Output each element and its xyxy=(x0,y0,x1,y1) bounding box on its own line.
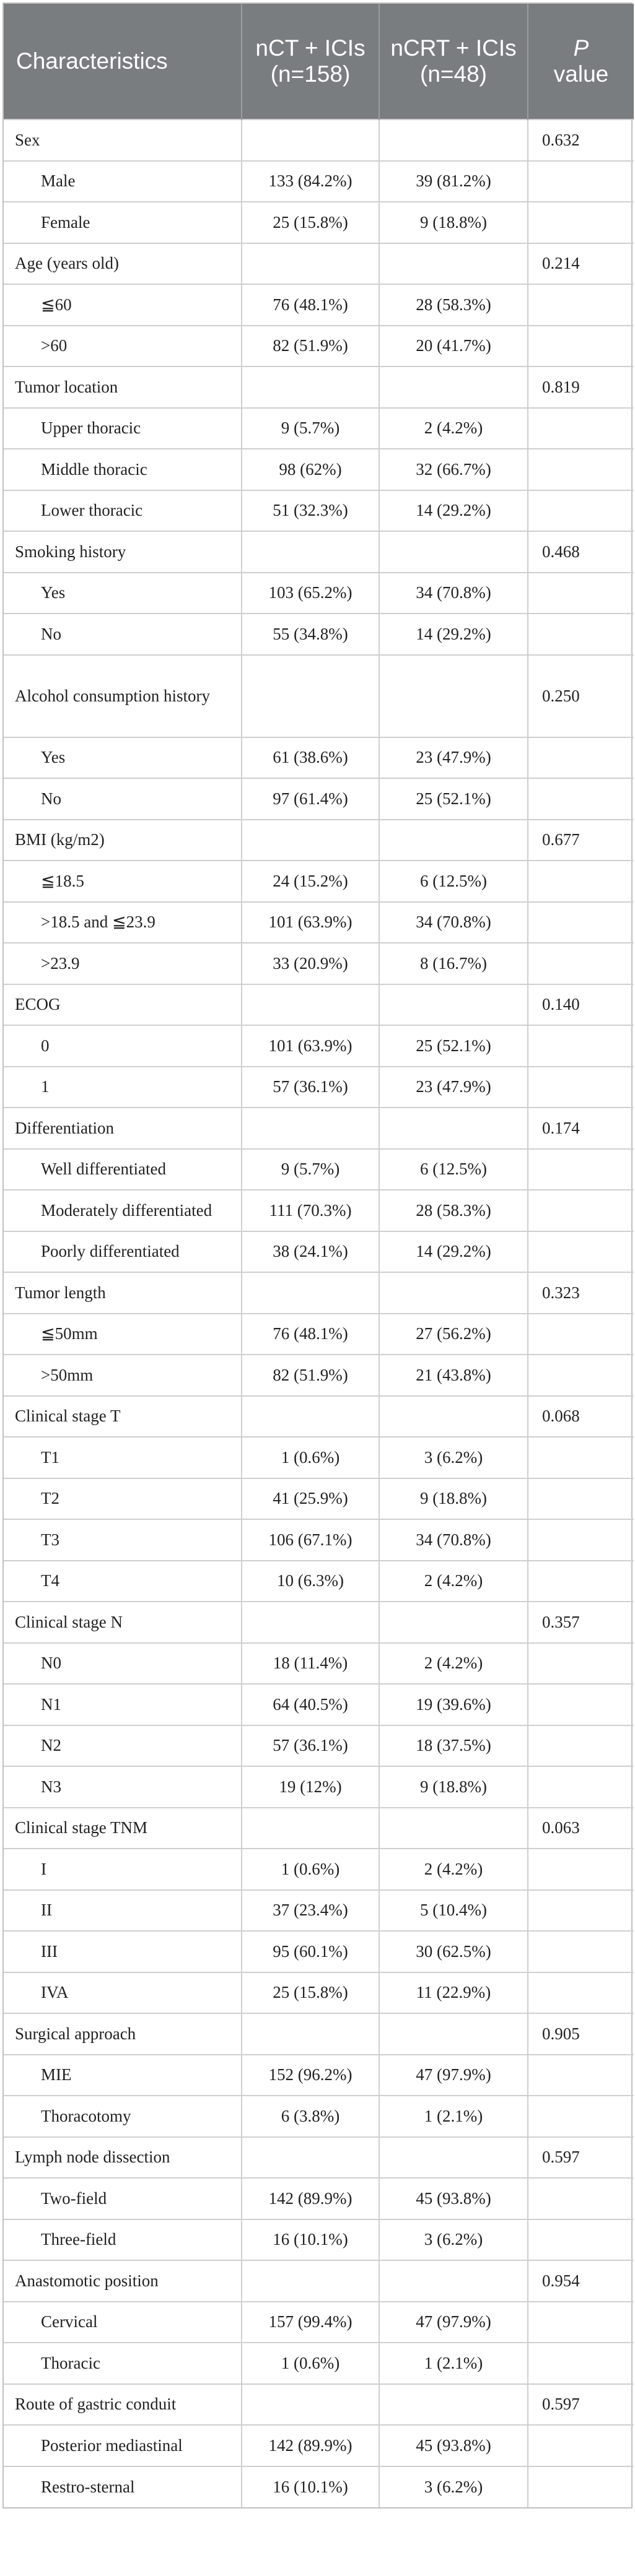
characteristics-table-container xyxy=(2,2,633,2509)
cell-nct-icis: 9 (5.7%) xyxy=(242,1149,379,1190)
cell-characteristic: >50mm xyxy=(4,1355,242,1396)
cell-p-value xyxy=(528,2343,634,2384)
table-row-category xyxy=(4,984,634,1026)
characteristics-table xyxy=(4,4,634,2507)
header-ncrt-icis: nCRT + ICIs (n=48) xyxy=(379,4,528,119)
cell-characteristic: Anastomotic position xyxy=(4,2260,242,2302)
cell-ncrt-icis: 34 (70.8%) xyxy=(379,902,528,943)
cell-p-value: 0.632 xyxy=(528,119,634,161)
cell-p-value xyxy=(528,1849,634,1890)
cell-characteristic: Yes xyxy=(4,573,242,614)
cell-p-value xyxy=(528,2219,634,2261)
cell-p-value: 0.323 xyxy=(528,1272,634,1314)
table-row-category xyxy=(4,1396,634,1438)
cell-p-value xyxy=(528,1725,634,1767)
table-row-subcategory xyxy=(4,1190,634,1231)
cell-nct-icis xyxy=(242,1808,379,1849)
cell-nct-icis: 6 (3.8%) xyxy=(242,2096,379,2137)
cell-nct-icis: 82 (51.9%) xyxy=(242,1355,379,1396)
cell-characteristic: N3 xyxy=(4,1766,242,1808)
cell-ncrt-icis: 47 (97.9%) xyxy=(379,2055,528,2096)
cell-p-value xyxy=(528,490,634,532)
cell-ncrt-icis xyxy=(379,1396,528,1438)
cell-p-value: 0.174 xyxy=(528,1108,634,1149)
table-row-subcategory xyxy=(4,1067,634,1108)
cell-nct-icis xyxy=(242,2260,379,2302)
cell-p-value: 0.357 xyxy=(528,1602,634,1643)
cell-ncrt-icis: 9 (18.8%) xyxy=(379,1766,528,1808)
cell-nct-icis: 25 (15.8%) xyxy=(242,1972,379,2014)
table-row-subcategory xyxy=(4,1025,634,1067)
cell-characteristic: Moderately differentiated xyxy=(4,1190,242,1231)
cell-p-value xyxy=(528,1025,634,1067)
cell-nct-icis: 16 (10.1%) xyxy=(242,2466,379,2508)
cell-p-value xyxy=(528,202,634,243)
table-row-category xyxy=(4,655,634,737)
cell-ncrt-icis: 39 (81.2%) xyxy=(379,161,528,202)
cell-characteristic: N2 xyxy=(4,1725,242,1767)
cell-nct-icis: 55 (34.8%) xyxy=(242,614,379,655)
table-row-category xyxy=(4,119,634,161)
cell-nct-icis: 95 (60.1%) xyxy=(242,1931,379,1972)
cell-characteristic: Restro-sternal xyxy=(4,2466,242,2508)
table-row-category xyxy=(4,243,634,285)
header-row xyxy=(4,4,634,119)
cell-characteristic: Female xyxy=(4,202,242,243)
table-row-subcategory xyxy=(4,284,634,326)
cell-ncrt-icis: 2 (4.2%) xyxy=(379,1643,528,1685)
cell-nct-icis: 33 (20.9%) xyxy=(242,943,379,984)
cell-nct-icis: 1 (0.6%) xyxy=(242,1437,379,1478)
cell-p-value xyxy=(528,2302,634,2343)
cell-ncrt-icis: 2 (4.2%) xyxy=(379,1849,528,1890)
table-row-subcategory xyxy=(4,1149,634,1190)
cell-characteristic: I xyxy=(4,1849,242,1890)
cell-ncrt-icis xyxy=(379,984,528,1026)
cell-characteristic: Poorly differentiated xyxy=(4,1231,242,1273)
table-body xyxy=(4,119,634,2507)
cell-p-value: 0.468 xyxy=(528,531,634,573)
cell-characteristic: Middle thoracic xyxy=(4,449,242,490)
table-row-subcategory xyxy=(4,943,634,984)
cell-ncrt-icis: 6 (12.5%) xyxy=(379,861,528,902)
cell-ncrt-icis: 14 (29.2%) xyxy=(379,490,528,532)
cell-ncrt-icis: 20 (41.7%) xyxy=(379,326,528,367)
cell-ncrt-icis xyxy=(379,820,528,861)
cell-p-value xyxy=(528,326,634,367)
cell-nct-icis: 1 (0.6%) xyxy=(242,1849,379,1890)
cell-nct-icis: 64 (40.5%) xyxy=(242,1684,379,1725)
cell-ncrt-icis xyxy=(379,243,528,285)
header-p-value-word: value xyxy=(553,61,609,87)
cell-characteristic: Clinical stage TNM xyxy=(4,1808,242,1849)
cell-characteristic: ≦60 xyxy=(4,284,242,326)
cell-characteristic: >23.9 xyxy=(4,943,242,984)
cell-ncrt-icis: 28 (58.3%) xyxy=(379,1190,528,1231)
cell-ncrt-icis: 34 (70.8%) xyxy=(379,573,528,614)
cell-characteristic: Tumor location xyxy=(4,366,242,408)
cell-nct-icis: 98 (62%) xyxy=(242,449,379,490)
table-row-subcategory xyxy=(4,2343,634,2384)
cell-nct-icis: 51 (32.3%) xyxy=(242,490,379,532)
cell-ncrt-icis: 5 (10.4%) xyxy=(379,1890,528,1932)
cell-p-value: 0.677 xyxy=(528,820,634,861)
table-row-subcategory xyxy=(4,1931,634,1972)
cell-characteristic: Lymph node dissection xyxy=(4,2137,242,2179)
table-row-subcategory xyxy=(4,1684,634,1725)
table-row-subcategory xyxy=(4,902,634,943)
cell-nct-icis: 76 (48.1%) xyxy=(242,284,379,326)
cell-characteristic: Surgical approach xyxy=(4,2013,242,2055)
cell-characteristic: Well differentiated xyxy=(4,1149,242,1190)
table-row-subcategory xyxy=(4,1478,634,1520)
cell-nct-icis xyxy=(242,2384,379,2426)
cell-p-value: 0.068 xyxy=(528,1396,634,1438)
cell-p-value xyxy=(528,737,634,779)
cell-nct-icis: 19 (12%) xyxy=(242,1766,379,1808)
cell-characteristic: T4 xyxy=(4,1561,242,1602)
cell-ncrt-icis: 8 (16.7%) xyxy=(379,943,528,984)
table-row-subcategory xyxy=(4,1314,634,1355)
cell-characteristic: T1 xyxy=(4,1437,242,1478)
cell-nct-icis: 24 (15.2%) xyxy=(242,861,379,902)
cell-nct-icis: 38 (24.1%) xyxy=(242,1231,379,1273)
cell-ncrt-icis: 3 (6.2%) xyxy=(379,2466,528,2508)
cell-ncrt-icis: 3 (6.2%) xyxy=(379,1437,528,1478)
cell-p-value xyxy=(528,861,634,902)
cell-ncrt-icis xyxy=(379,1108,528,1149)
cell-ncrt-icis xyxy=(379,119,528,161)
cell-characteristic: Three-field xyxy=(4,2219,242,2261)
cell-ncrt-icis xyxy=(379,2137,528,2179)
cell-characteristic: N1 xyxy=(4,1684,242,1725)
table-row-subcategory xyxy=(4,737,634,779)
cell-nct-icis xyxy=(242,366,379,408)
cell-p-value xyxy=(528,902,634,943)
cell-characteristic: Male xyxy=(4,161,242,202)
table-row-subcategory xyxy=(4,1849,634,1890)
cell-p-value xyxy=(528,2178,634,2219)
cell-nct-icis: 103 (65.2%) xyxy=(242,573,379,614)
cell-p-value: 0.140 xyxy=(528,984,634,1026)
table-row-category xyxy=(4,366,634,408)
cell-characteristic: Clinical stage N xyxy=(4,1602,242,1643)
cell-p-value xyxy=(528,1643,634,1685)
cell-p-value xyxy=(528,614,634,655)
table-row-subcategory xyxy=(4,861,634,902)
cell-ncrt-icis: 6 (12.5%) xyxy=(379,1149,528,1190)
table-row-subcategory xyxy=(4,161,634,202)
cell-ncrt-icis: 47 (97.9%) xyxy=(379,2302,528,2343)
cell-p-value xyxy=(528,2425,634,2466)
table-row-subcategory xyxy=(4,2466,634,2508)
cell-characteristic: ECOG xyxy=(4,984,242,1026)
cell-nct-icis: 111 (70.3%) xyxy=(242,1190,379,1231)
cell-ncrt-icis: 14 (29.2%) xyxy=(379,1231,528,1273)
table-row-subcategory xyxy=(4,326,634,367)
cell-ncrt-icis xyxy=(379,366,528,408)
cell-characteristic: 1 xyxy=(4,1067,242,1108)
table-row-subcategory xyxy=(4,778,634,820)
cell-ncrt-icis: 9 (18.8%) xyxy=(379,202,528,243)
cell-nct-icis: 18 (11.4%) xyxy=(242,1643,379,1685)
cell-p-value: 0.905 xyxy=(528,2013,634,2055)
table-row-category xyxy=(4,2137,634,2179)
cell-ncrt-icis xyxy=(379,2260,528,2302)
cell-characteristic: Age (years old) xyxy=(4,243,242,285)
table-row-subcategory xyxy=(4,1890,634,1932)
cell-nct-icis: 157 (99.4%) xyxy=(242,2302,379,2343)
table-row-category xyxy=(4,1808,634,1849)
cell-ncrt-icis: 23 (47.9%) xyxy=(379,737,528,779)
cell-p-value xyxy=(528,408,634,449)
cell-characteristic: Lower thoracic xyxy=(4,490,242,532)
cell-nct-icis: 97 (61.4%) xyxy=(242,778,379,820)
table-row-category xyxy=(4,1602,634,1643)
cell-ncrt-icis: 2 (4.2%) xyxy=(379,1561,528,1602)
cell-p-value xyxy=(528,1972,634,2014)
cell-p-value xyxy=(528,573,634,614)
cell-characteristic: II xyxy=(4,1890,242,1932)
cell-p-value xyxy=(528,449,634,490)
cell-ncrt-icis: 14 (29.2%) xyxy=(379,614,528,655)
table-row-subcategory xyxy=(4,1766,634,1808)
cell-nct-icis: 37 (23.4%) xyxy=(242,1890,379,1932)
cell-nct-icis xyxy=(242,2137,379,2179)
cell-characteristic: 0 xyxy=(4,1025,242,1067)
cell-nct-icis xyxy=(242,243,379,285)
cell-p-value xyxy=(528,1067,634,1108)
cell-nct-icis: 1 (0.6%) xyxy=(242,2343,379,2384)
cell-p-value xyxy=(528,943,634,984)
cell-nct-icis xyxy=(242,1602,379,1643)
table-row-subcategory xyxy=(4,1231,634,1273)
cell-characteristic: Posterior mediastinal xyxy=(4,2425,242,2466)
table-row-category xyxy=(4,531,634,573)
cell-p-value xyxy=(528,1766,634,1808)
cell-p-value xyxy=(528,1561,634,1602)
cell-nct-icis xyxy=(242,1396,379,1438)
cell-p-value xyxy=(528,2466,634,2508)
cell-p-value xyxy=(528,1437,634,1478)
cell-nct-icis: 25 (15.8%) xyxy=(242,202,379,243)
cell-ncrt-icis: 25 (52.1%) xyxy=(379,1025,528,1067)
cell-nct-icis: 142 (89.9%) xyxy=(242,2178,379,2219)
cell-nct-icis: 76 (48.1%) xyxy=(242,1314,379,1355)
cell-p-value: 0.597 xyxy=(528,2384,634,2426)
cell-p-value xyxy=(528,2096,634,2137)
cell-nct-icis xyxy=(242,1272,379,1314)
cell-nct-icis xyxy=(242,119,379,161)
cell-ncrt-icis: 11 (22.9%) xyxy=(379,1972,528,2014)
cell-p-value xyxy=(528,1149,634,1190)
table-row-subcategory xyxy=(4,2096,634,2137)
cell-ncrt-icis xyxy=(379,2013,528,2055)
cell-ncrt-icis: 32 (66.7%) xyxy=(379,449,528,490)
table-row-subcategory xyxy=(4,449,634,490)
cell-ncrt-icis: 2 (4.2%) xyxy=(379,408,528,449)
cell-characteristic: Two-field xyxy=(4,2178,242,2219)
cell-characteristic: Alcohol consumption history xyxy=(4,655,242,737)
cell-ncrt-icis: 19 (39.6%) xyxy=(379,1684,528,1725)
table-row-subcategory xyxy=(4,2302,634,2343)
cell-p-value xyxy=(528,1190,634,1231)
cell-characteristic: Tumor length xyxy=(4,1272,242,1314)
cell-characteristic: >60 xyxy=(4,326,242,367)
cell-characteristic: III xyxy=(4,1931,242,1972)
cell-ncrt-icis: 30 (62.5%) xyxy=(379,1931,528,1972)
table-row-subcategory xyxy=(4,2425,634,2466)
table-header xyxy=(4,4,634,119)
cell-nct-icis: 10 (6.3%) xyxy=(242,1561,379,1602)
cell-characteristic: T2 xyxy=(4,1478,242,1520)
header-characteristics: Characteristics xyxy=(4,4,242,119)
cell-nct-icis: 57 (36.1%) xyxy=(242,1725,379,1767)
table-row-subcategory xyxy=(4,2178,634,2219)
cell-characteristic: Sex xyxy=(4,119,242,161)
cell-p-value xyxy=(528,1355,634,1396)
cell-p-value xyxy=(528,778,634,820)
cell-ncrt-icis xyxy=(379,655,528,737)
cell-nct-icis: 9 (5.7%) xyxy=(242,408,379,449)
cell-characteristic: Differentiation xyxy=(4,1108,242,1149)
cell-p-value xyxy=(528,284,634,326)
table-row-subcategory xyxy=(4,408,634,449)
table-row-subcategory xyxy=(4,202,634,243)
cell-characteristic: Thoracotomy xyxy=(4,2096,242,2137)
cell-characteristic: >18.5 and ≦23.9 xyxy=(4,902,242,943)
table-row-category xyxy=(4,1272,634,1314)
cell-ncrt-icis: 1 (2.1%) xyxy=(379,2343,528,2384)
cell-nct-icis: 142 (89.9%) xyxy=(242,2425,379,2466)
cell-characteristic: Yes xyxy=(4,737,242,779)
cell-characteristic: T3 xyxy=(4,1519,242,1561)
cell-nct-icis xyxy=(242,1108,379,1149)
cell-ncrt-icis: 45 (93.8%) xyxy=(379,2178,528,2219)
cell-ncrt-icis: 45 (93.8%) xyxy=(379,2425,528,2466)
cell-nct-icis xyxy=(242,655,379,737)
table-row-category xyxy=(4,2260,634,2302)
cell-p-value: 0.214 xyxy=(528,243,634,285)
cell-characteristic: No xyxy=(4,614,242,655)
cell-nct-icis: 152 (96.2%) xyxy=(242,2055,379,2096)
cell-characteristic: BMI (kg/m2) xyxy=(4,820,242,861)
cell-nct-icis: 61 (38.6%) xyxy=(242,737,379,779)
cell-p-value: 0.819 xyxy=(528,366,634,408)
cell-nct-icis: 101 (63.9%) xyxy=(242,1025,379,1067)
cell-characteristic: N0 xyxy=(4,1643,242,1685)
cell-characteristic: Clinical stage T xyxy=(4,1396,242,1438)
table-row-subcategory xyxy=(4,1725,634,1767)
cell-nct-icis: 101 (63.9%) xyxy=(242,902,379,943)
cell-nct-icis: 41 (25.9%) xyxy=(242,1478,379,1520)
cell-p-value xyxy=(528,1314,634,1355)
cell-ncrt-icis: 25 (52.1%) xyxy=(379,778,528,820)
cell-ncrt-icis: 3 (6.2%) xyxy=(379,2219,528,2261)
table-row-category xyxy=(4,2384,634,2426)
cell-characteristic: Cervical xyxy=(4,2302,242,2343)
cell-p-value xyxy=(528,2055,634,2096)
table-row-category xyxy=(4,2013,634,2055)
cell-nct-icis: 133 (84.2%) xyxy=(242,161,379,202)
cell-nct-icis xyxy=(242,984,379,1026)
table-row-subcategory xyxy=(4,1519,634,1561)
cell-nct-icis xyxy=(242,531,379,573)
cell-nct-icis: 16 (10.1%) xyxy=(242,2219,379,2261)
header-nct-icis: nCT + ICIs (n=158) xyxy=(242,4,379,119)
cell-ncrt-icis xyxy=(379,1602,528,1643)
cell-characteristic: Route of gastric conduit xyxy=(4,2384,242,2426)
cell-characteristic: Thoracic xyxy=(4,2343,242,2384)
table-row-subcategory xyxy=(4,614,634,655)
cell-ncrt-icis xyxy=(379,2384,528,2426)
cell-characteristic: Upper thoracic xyxy=(4,408,242,449)
table-row-subcategory xyxy=(4,1561,634,1602)
cell-nct-icis xyxy=(242,820,379,861)
cell-p-value xyxy=(528,1931,634,1972)
cell-characteristic: No xyxy=(4,778,242,820)
cell-nct-icis xyxy=(242,2013,379,2055)
cell-p-value xyxy=(528,1890,634,1932)
header-p-italic: P xyxy=(573,35,589,61)
cell-p-value xyxy=(528,1231,634,1273)
cell-characteristic: ≦18.5 xyxy=(4,861,242,902)
cell-ncrt-icis xyxy=(379,1808,528,1849)
cell-ncrt-icis: 21 (43.8%) xyxy=(379,1355,528,1396)
table-row-subcategory xyxy=(4,2055,634,2096)
cell-characteristic: ≦50mm xyxy=(4,1314,242,1355)
cell-ncrt-icis: 34 (70.8%) xyxy=(379,1519,528,1561)
cell-ncrt-icis xyxy=(379,1272,528,1314)
cell-ncrt-icis: 27 (56.2%) xyxy=(379,1314,528,1355)
table-row-subcategory xyxy=(4,1643,634,1685)
table-row-subcategory xyxy=(4,1355,634,1396)
header-p-value xyxy=(528,4,634,119)
cell-ncrt-icis: 9 (18.8%) xyxy=(379,1478,528,1520)
cell-p-value xyxy=(528,1478,634,1520)
cell-characteristic: IVA xyxy=(4,1972,242,2014)
cell-characteristic: MIE xyxy=(4,2055,242,2096)
cell-p-value xyxy=(528,161,634,202)
cell-nct-icis: 106 (67.1%) xyxy=(242,1519,379,1561)
cell-p-value: 0.063 xyxy=(528,1808,634,1849)
cell-p-value: 0.954 xyxy=(528,2260,634,2302)
cell-nct-icis: 82 (51.9%) xyxy=(242,326,379,367)
cell-ncrt-icis: 18 (37.5%) xyxy=(379,1725,528,1767)
cell-characteristic: Smoking history xyxy=(4,531,242,573)
cell-ncrt-icis xyxy=(379,531,528,573)
cell-ncrt-icis: 1 (2.1%) xyxy=(379,2096,528,2137)
table-row-category xyxy=(4,1108,634,1149)
cell-p-value xyxy=(528,1684,634,1725)
table-row-subcategory xyxy=(4,1437,634,1478)
cell-ncrt-icis: 28 (58.3%) xyxy=(379,284,528,326)
table-row-category xyxy=(4,820,634,861)
table-row-subcategory xyxy=(4,573,634,614)
cell-nct-icis: 57 (36.1%) xyxy=(242,1067,379,1108)
cell-p-value xyxy=(528,1519,634,1561)
table-row-subcategory xyxy=(4,1972,634,2014)
cell-ncrt-icis: 23 (47.9%) xyxy=(379,1067,528,1108)
table-row-subcategory xyxy=(4,490,634,532)
table-row-subcategory xyxy=(4,2219,634,2261)
cell-p-value: 0.597 xyxy=(528,2137,634,2179)
cell-p-value: 0.250 xyxy=(528,655,634,737)
